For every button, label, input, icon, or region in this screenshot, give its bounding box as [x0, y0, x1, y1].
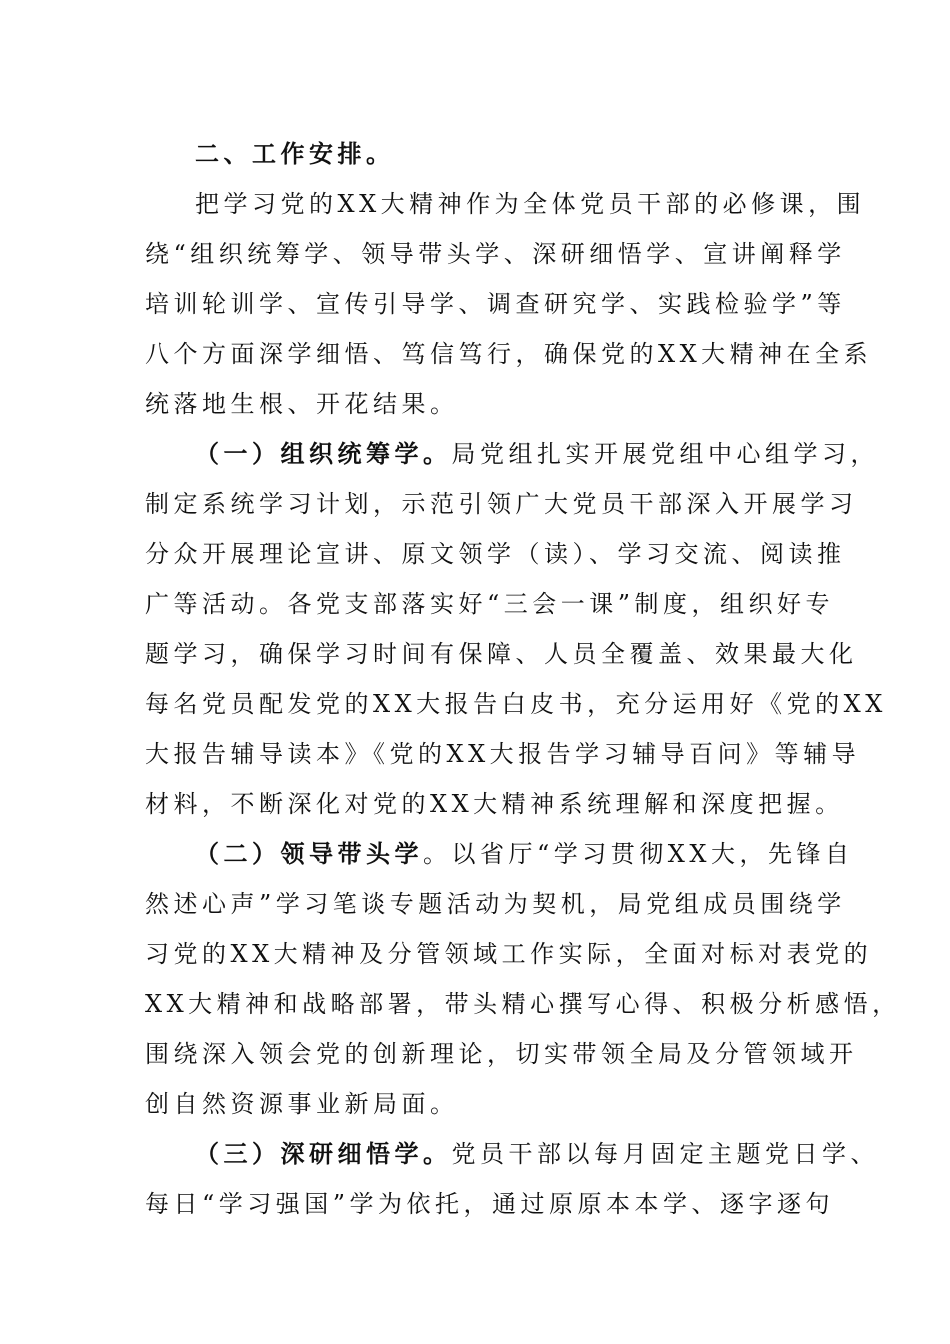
intro-line: 统落地生根、开花结果。 — [145, 390, 459, 418]
section-heading: 二、工作安排。 — [195, 139, 395, 168]
item1-line: 广等活动。各党支部落实好“三会一课”制度，组织好专 — [145, 590, 835, 618]
intro-line: 八个方面深学细悟、笃信笃行，确保党的XX大精神在全系 — [145, 340, 873, 368]
intro-line: 绕“组织统筹学、领导带头学、深研细悟学、宣讲阐释学 — [145, 240, 846, 268]
item2-title: （二）领导带头学 — [195, 839, 423, 868]
item2-first-line — [195, 838, 853, 870]
item2-line: XX大精神和战略部署，带头精心撰写心得、积极分析感悟， — [145, 990, 901, 1018]
item1-line: 制定系统学习计划，示范引领广大党员干部深入开展学习 — [145, 490, 858, 518]
item2-line: 然述心声”学习笔谈专题活动为契机，局党组成员围绕学 — [145, 890, 846, 918]
item1-line: 题学习，确保学习时间有保障、人员全覆盖、效果最大化 — [145, 640, 858, 668]
item3-title: （三）深研细悟学。 — [195, 1139, 452, 1168]
item1-text: 局党组扎实开展党组中心组学习， — [451, 440, 879, 468]
item2-line: 创自然资源事业新局面。 — [145, 1090, 459, 1118]
item1-line: 大报告辅导读本》《党的XX大报告学习辅导百问》等辅导 — [145, 740, 861, 768]
intro-line: 把学习党的XX大精神作为全体党员干部的必修课，围 — [195, 190, 866, 218]
item2-text: 。以省厅“学习贯彻XX大，先锋自 — [423, 840, 854, 868]
item2-line: 习党的XX大精神及分管领域工作实际，全面对标对表党的 — [145, 940, 873, 968]
item1-title: （一）组织统筹学。 — [195, 439, 452, 468]
intro-line: 培训轮训学、宣传引导学、调查研究学、实践检验学”等 — [145, 290, 846, 318]
item3-line: 每日“学习强国”学为依托，通过原原本本学、逐字逐句 — [145, 1190, 835, 1218]
item1-line: 材料，不断深化对党的XX大精神系统理解和深度把握。 — [145, 790, 844, 818]
item1-line: 每名党员配发党的XX大报告白皮书，充分运用好《党的XX — [145, 690, 887, 718]
item3-text: 党员干部以每月固定主题党日学、 — [451, 1140, 879, 1168]
item2-line: 围绕深入领会党的创新理论，切实带领全局及分管领域开 — [145, 1040, 858, 1068]
item1-line: 分众开展理论宣讲、原文领学（读）、学习交流、阅读推 — [145, 540, 846, 568]
item1-first-line — [195, 438, 879, 470]
item3-first-line — [195, 1138, 879, 1170]
